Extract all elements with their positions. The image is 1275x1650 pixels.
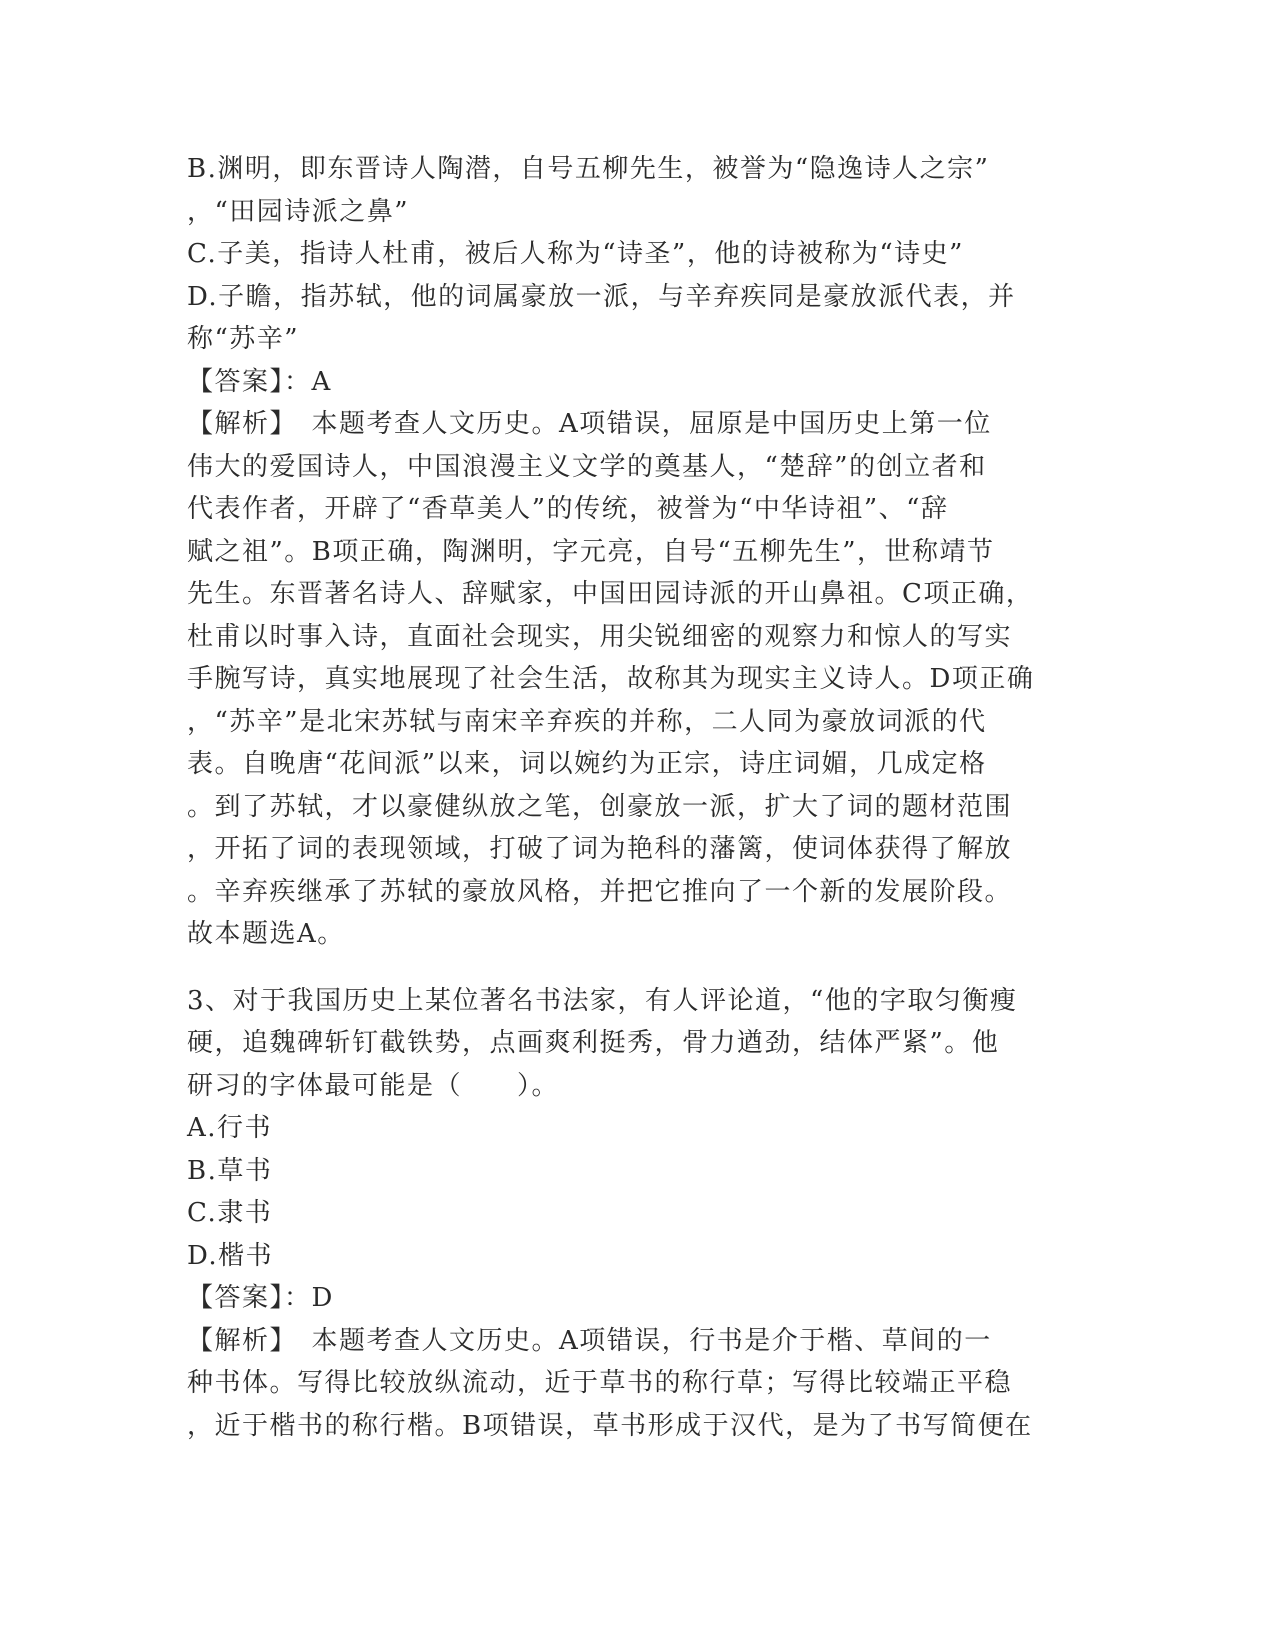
analysis-line: ，开拓了词的表现领域，打破了词为艳科的藩篱，使词体获得了解放 bbox=[187, 834, 1013, 864]
option-d-line-2: 称“苏辛” bbox=[187, 324, 300, 354]
analysis-line: ，“苏辛”是北宋苏轼与南宋辛弃疾的并称，二人同为豪放词派的代 bbox=[187, 706, 987, 737]
option-c: C.隶书 bbox=[187, 1198, 273, 1228]
option-a: A.行书 bbox=[187, 1113, 273, 1143]
option-b-line-1: B.渊明，即东晋诗人陶潜，自号五柳先生，被誉为“隐逸诗人之宗” bbox=[187, 154, 990, 184]
paragraph-gap bbox=[187, 956, 1087, 980]
answer: 【答案】：D bbox=[187, 1283, 334, 1313]
option-b-line-2: ，“田园诗派之鼻” bbox=[187, 196, 410, 227]
option-d-line-1: D.子瞻，指苏轼，他的词属豪放一派，与辛弃疾同是豪放派代表，并 bbox=[187, 281, 1016, 312]
analysis-line: 代表作者，开辟了“香草美人”的传统，被誉为“中华诗祖”、“辞 bbox=[187, 494, 949, 524]
answer: 【答案】：A bbox=[187, 366, 332, 397]
analysis-line: 手腕写诗，真实地展现了社会生活，故称其为现实主义诗人。D项正确 bbox=[187, 664, 1035, 694]
analysis-line: 杜甫以时事入诗，直面社会现实，用尖锐细密的观察力和惊人的写实 bbox=[187, 621, 1013, 652]
analysis-line: 赋之祖”。B项正确，陶渊明，字元亮，自号“五柳先生”，世称靖节 bbox=[187, 536, 995, 567]
page-content bbox=[187, 148, 1087, 1447]
question-2-continuation bbox=[187, 148, 1087, 956]
question-3 bbox=[187, 980, 1087, 1448]
option-d: D.楷书 bbox=[187, 1240, 274, 1271]
option-b: B.草书 bbox=[187, 1155, 273, 1186]
analysis-line: 【解析】 本题考查人文历史。A项错误，行书是介于楷、草间的一 bbox=[187, 1325, 992, 1356]
analysis-line: 故本题选A。 bbox=[187, 919, 345, 949]
question-stem-line: 3、对于我国历史上某位著名书法家，有人评论道，“他的字取匀衡瘦 bbox=[187, 985, 1018, 1016]
analysis-line: ，近于楷书的称行楷。B项错误，草书形成于汉代，是为了书写简便在 bbox=[187, 1410, 1033, 1441]
analysis-line: 种书体。写得比较放纵流动，近于草书的称行草；写得比较端正平稳 bbox=[187, 1368, 1013, 1398]
question-stem-line: 硬，追魏碑斩钉截铁势，点画爽利挺秀，骨力遒劲，结体严紧”。他 bbox=[187, 1028, 1000, 1058]
analysis-line: 。辛弃疾继承了苏轼的豪放风格，并把它推向了一个新的发展阶段。 bbox=[187, 876, 1013, 907]
analysis-line: 先生。东晋著名诗人、辞赋家，中国田园诗派的开山鼻祖。C项正确， bbox=[187, 579, 1034, 609]
option-c: C.子美，指诗人杜甫，被后人称为“诗圣”，他的诗被称为“诗史” bbox=[187, 239, 964, 269]
analysis-line: 【解析】 本题考查人文历史。A项错误，屈原是中国历史上第一位 bbox=[187, 409, 992, 439]
analysis-line: 。到了苏轼，才以豪健纵放之笔，创豪放一派，扩大了词的题材范围 bbox=[187, 791, 1013, 822]
analysis-line: 表。自晚唐“花间派”以来，词以婉约为正宗，诗庄词媚，几成定格 bbox=[187, 749, 987, 779]
analysis-line: 伟大的爱国诗人，中国浪漫主义文学的奠基人，“楚辞”的创立者和 bbox=[187, 451, 987, 482]
question-stem-line: 研习的字体最可能是（ ）。 bbox=[187, 1070, 560, 1101]
